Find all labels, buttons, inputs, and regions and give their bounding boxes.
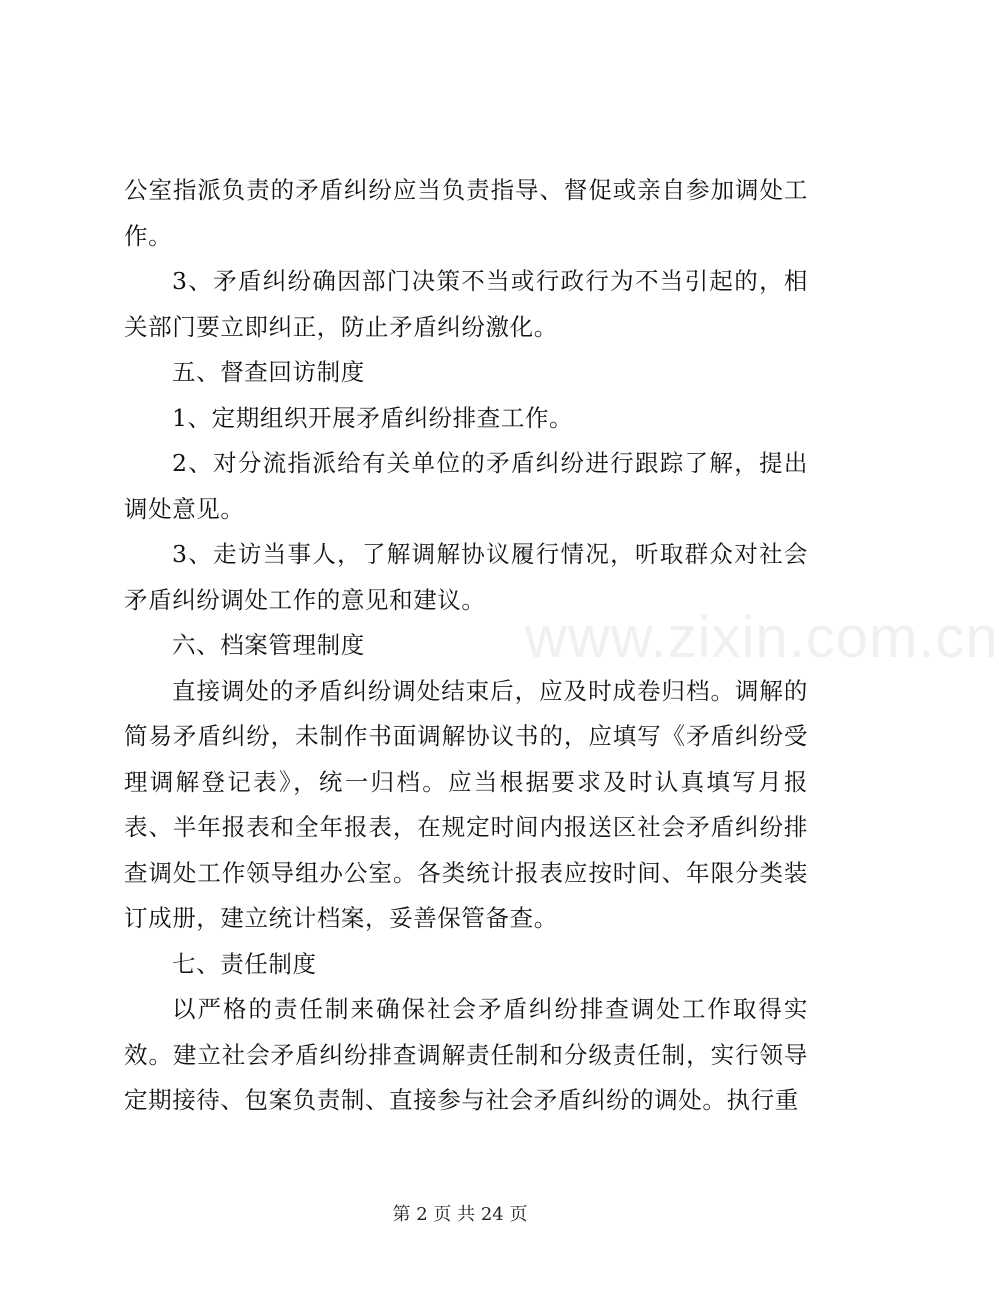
section-heading-6: 六、档案管理制度	[172, 631, 365, 659]
section-heading-5: 五、督查回访制度	[172, 358, 365, 386]
paragraph-responsibility: 以严格的责任制来确保社会矛盾纠纷排查调处工作取得实效。建立社会矛盾纠纷排查调解责任制和分级责任制，实行领导定期接待、包案负责制、直接参与社会矛盾纠纷的调处。执行重	[124, 995, 808, 1114]
paragraph-item-2: 2、对分流指派给有关单位的矛盾纠纷进行跟踪了解，提出调处意见。	[124, 449, 808, 523]
paragraph-item-3: 3、矛盾纠纷确因部门决策不当或行政行为不当引起的，相关部门要立即纠正，防止矛盾纠纷激化。	[124, 267, 808, 341]
paragraph-archive: 直接调处的矛盾纠纷调处结束后，应及时成卷归档。调解的简易矛盾纠纷，未制作书面调解协议书的，应填写《矛盾纠纷受理调解登记表》，统一归档。应当根据要求及时认真填写月报表、半年报表和全年报表，在规定时间内报送区社会矛盾纠纷排查调处工作领导组办公室。各类统计报表应按时间、年限分类装订成册，建立统计档案，妥善保管备查。	[124, 676, 808, 932]
section-heading-7: 七、责任制度	[172, 949, 317, 978]
watermark: www.zixin.com.cn	[525, 605, 999, 670]
paragraph-item-1: 1、定期组织开展矛盾纠纷排查工作。	[172, 403, 574, 432]
page-footer: 第 2 页 共 24 页	[392, 1204, 528, 1225]
paragraph-continuation: 公室指派负责的矛盾纠纷应当负责指导、督促或亲自参加调处工作。	[124, 176, 808, 250]
paragraph-item-3b: 3、走访当事人，了解调解协议履行情况，听取群众对社会矛盾纠纷调处工作的意见和建议。	[124, 540, 808, 614]
